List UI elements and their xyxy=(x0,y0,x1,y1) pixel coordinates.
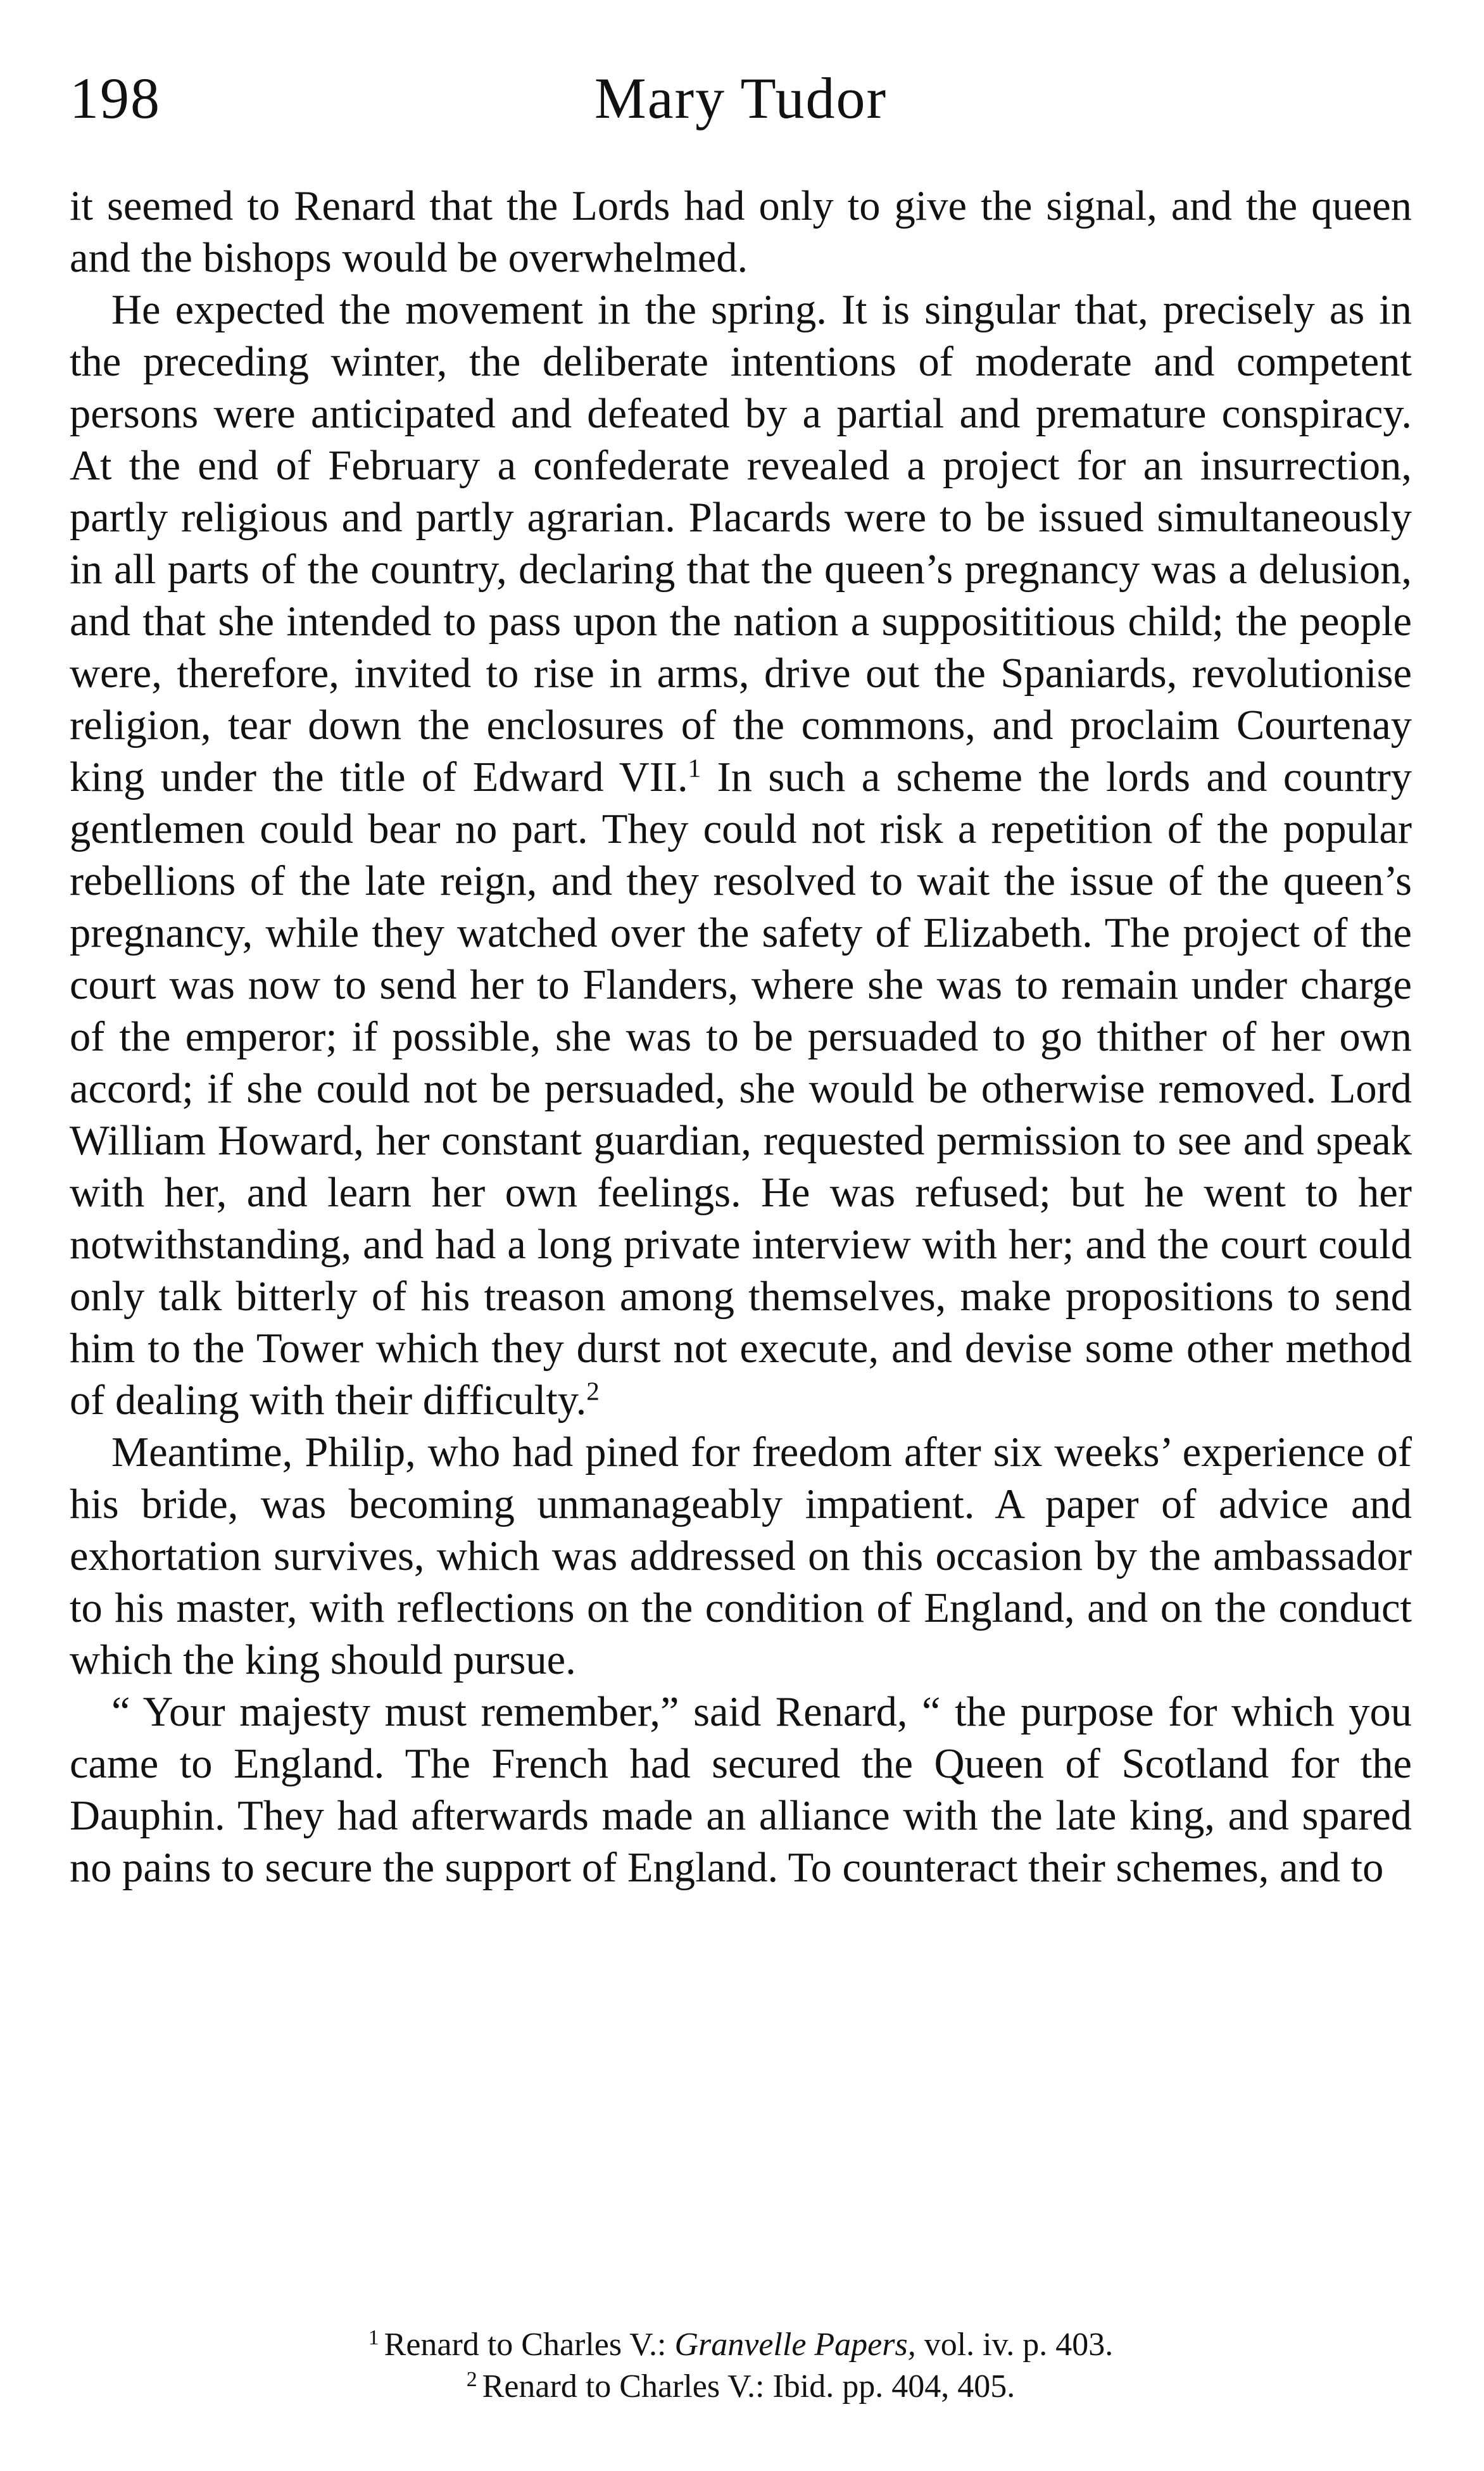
footnote-2-text: Renard to Charles V.: Ibid. pp. 404, 405. xyxy=(482,2368,1016,2405)
paragraph-1 xyxy=(70,180,1412,284)
page-number: 198 xyxy=(70,66,161,130)
paragraph-1-text: it seemed to Renard that the Lords had only to give the signal, and the queen and the bishops would be overwhelmed. xyxy=(70,183,1412,281)
paragraph-4 xyxy=(70,1686,1412,1894)
running-title: Mary Tudor xyxy=(594,66,888,130)
footnote-1-text-b: vol. iv. p. 403. xyxy=(915,2327,1114,2363)
paragraph-3 xyxy=(70,1427,1412,1686)
body-text xyxy=(70,180,1412,1894)
footnote-2-mark: 2 xyxy=(466,2368,477,2392)
footnote-1-text-a: Renard to Charles V.: xyxy=(384,2327,675,2363)
footnote-2 xyxy=(70,2366,1412,2408)
paragraph-2 xyxy=(70,284,1412,1427)
footnote-1-mark: 1 xyxy=(368,2326,379,2350)
paragraph-2-text-a: He expected the movement in the spring. It is singular that, precisely as in the preceding winter, the deliberate intentions of moderate and competent persons were anticipated and defeated by a partial and premature conspiracy. At the end of February a confederate revealed a project for an insurrection, partly religious and partly agrarian. Placards were to be issued simultaneously in all parts of the country, declaring that the queen’s pregnancy was a delusion, and that she intended to pass upon the nation a supposititious child; the people were, therefore, invited to rise in arms, drive out the Spaniards, revolutionise religion, tear down the enclosures of the commons, and proclaim Courtenay king under the title of Edward VII. xyxy=(70,287,1412,800)
running-head xyxy=(70,63,1412,158)
footnote-1 xyxy=(70,2324,1412,2366)
book-page xyxy=(70,63,1412,2405)
footnote-1-italic: Granvelle Papers, xyxy=(674,2327,916,2363)
footnote-ref-2: 2 xyxy=(586,1376,600,1406)
paragraph-2-text-b: In such a scheme the lords and country gentlemen could bear no part. They could not risk a repetition of the popular rebellions of the late reign, and they resolved to wait the issue of the queen’s pregnancy, while they watched over the safety of Elizabeth. The project of the court was now to send her to Flanders, where she was to remain under charge of the emperor; if possible, she was to be persuaded to go thither of her own accord; if she could not be persuaded, she would be otherwise removed. Lord William Howard, her constant guardian, requested permission to see and speak with her, and learn her own feelings. He was refused; but he went to her notwithstanding, and had a long private interview with her; and the court could only talk bitterly of his treason among themselves, make propositions to send him to the Tower which they durst not execute, and devise some other method of dealing with their difficulty. xyxy=(70,754,1412,1424)
footnote-ref-1: 1 xyxy=(688,753,701,783)
paragraph-3-text: Meantime, Philip, who had pined for freedom after six weeks’ experience of his bride, was becoming unmanageably impatient. A paper of advice and exhortation survives, which was addressed on this occasion by the ambassador to his master, with reflections on the condition of England, and on the conduct which the king should pursue. xyxy=(70,1429,1412,1683)
paragraph-4-text: “ Your majesty must remember,” said Renard, “ the purpose for which you came to England. The French had secured the Queen of Scotland for the Dauphin. They had afterwards made an alliance with the late king, and spared no pains to secure the support of England. To counteract their schemes, and to xyxy=(70,1689,1412,1891)
footnotes xyxy=(70,2324,1412,2408)
